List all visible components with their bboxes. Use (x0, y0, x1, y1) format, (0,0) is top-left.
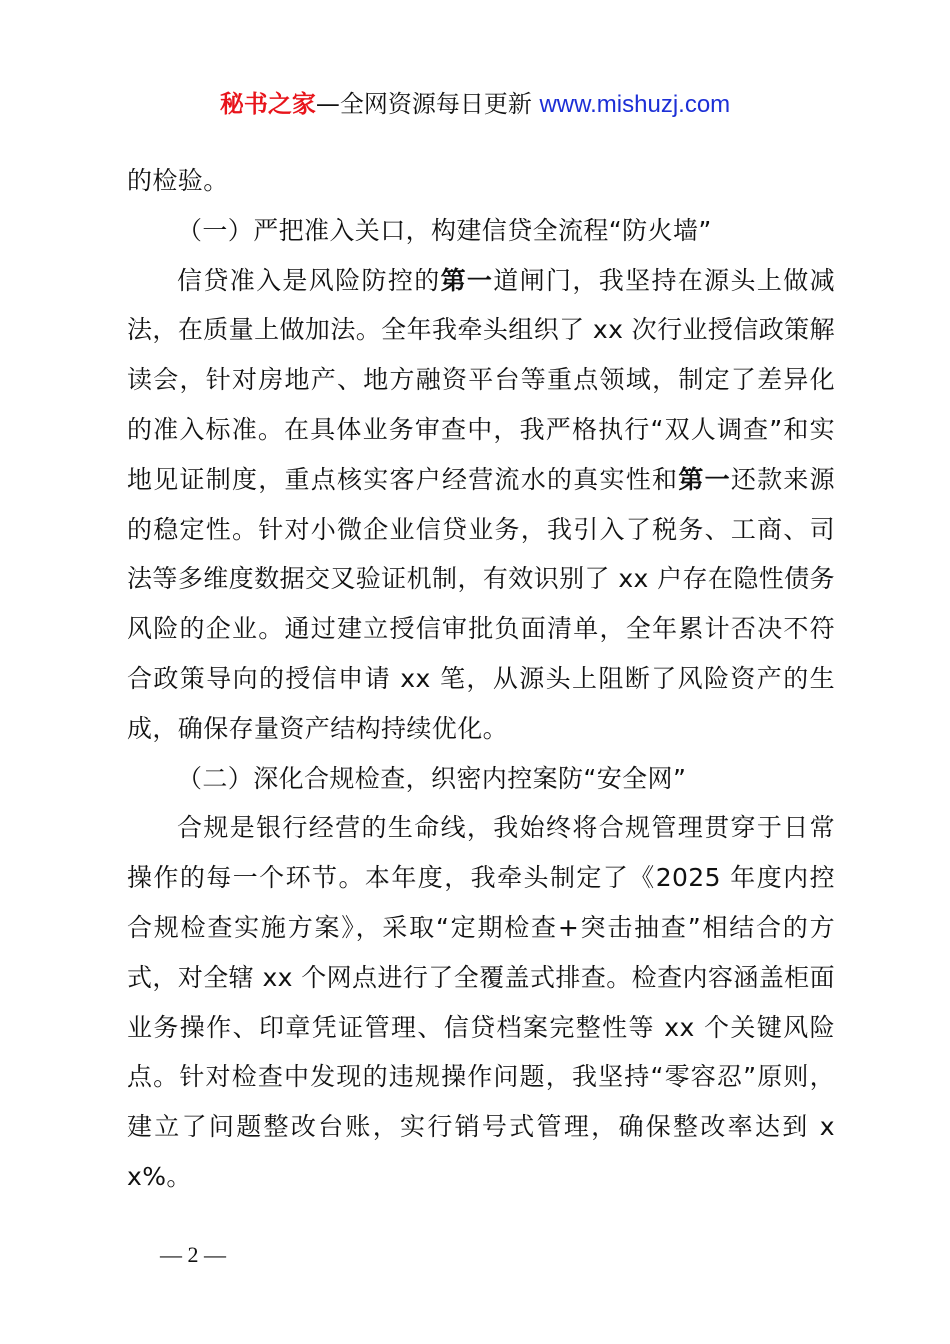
site-slogan: —全网资源每日更新 (315, 90, 540, 118)
bold-text: 第一 (678, 464, 731, 494)
site-header (0, 86, 950, 123)
document-body (127, 156, 835, 1202)
text-run: 还款来源的稳定性。针对小微企业信贷业务，我引入了税务、工商、司法等多维度数据交叉验证机制，有效识别了 xx 户存在隐性债务风险的企业。通过建立授信审批负面清单，全年累计否决不符合政策导向的授信申请 xx 笔，从源头上阻断了风险资产的生成，确保存量资产结构持续优化。 (127, 464, 835, 743)
site-brand: 秘书之家 (219, 90, 316, 118)
page-number: — 2 — (160, 1242, 226, 1267)
bold-text: 第一 (440, 265, 494, 295)
paragraph-credit-access (127, 256, 835, 754)
section-heading-1: （一）严把准入关口，构建信贷全流程“防火墙” (177, 215, 712, 245)
section-heading-2: （二）深化合规检查，织密内控案防“安全网” (177, 763, 687, 793)
text-run: 信贷准入是风险防控的 (177, 265, 441, 295)
paragraph-continuation: 的检验。 (127, 166, 229, 195)
site-url-link[interactable]: www.mishuzj.com (539, 91, 731, 118)
paragraph-compliance: 合规是银行经营的生命线，我始终将合规管理贯穿于日常操作的每一个环节。本年度，我牵头制定了《2025 年度内控合规检查实施方案》，采取“定期检查+突击抽查”相结合的方式，对全辖 xx 个网点进行了全覆盖式排查。检查内容涵盖柜面业务操作、印章凭证管理、信贷档案完整性等 xx 个关键风险点。针对检查中发现的违规操作问题，我坚持“零容忍”原则，建立了问题整改台账，实行销号式管理，确保整改率达到 xx%。 (127, 813, 835, 1191)
text-run: 道闸门，我坚持在源头上做减法，在质量上做加法。全年我牵头组织了 xx 次行业授信政策解读会，针对房地产、地方融资平台等重点领域，制定了差异化的准入标准。在具体业务审查中，我严格执行“双人调查”和实地见证制度，重点核实客户经营流水的真实性和 (127, 265, 835, 494)
